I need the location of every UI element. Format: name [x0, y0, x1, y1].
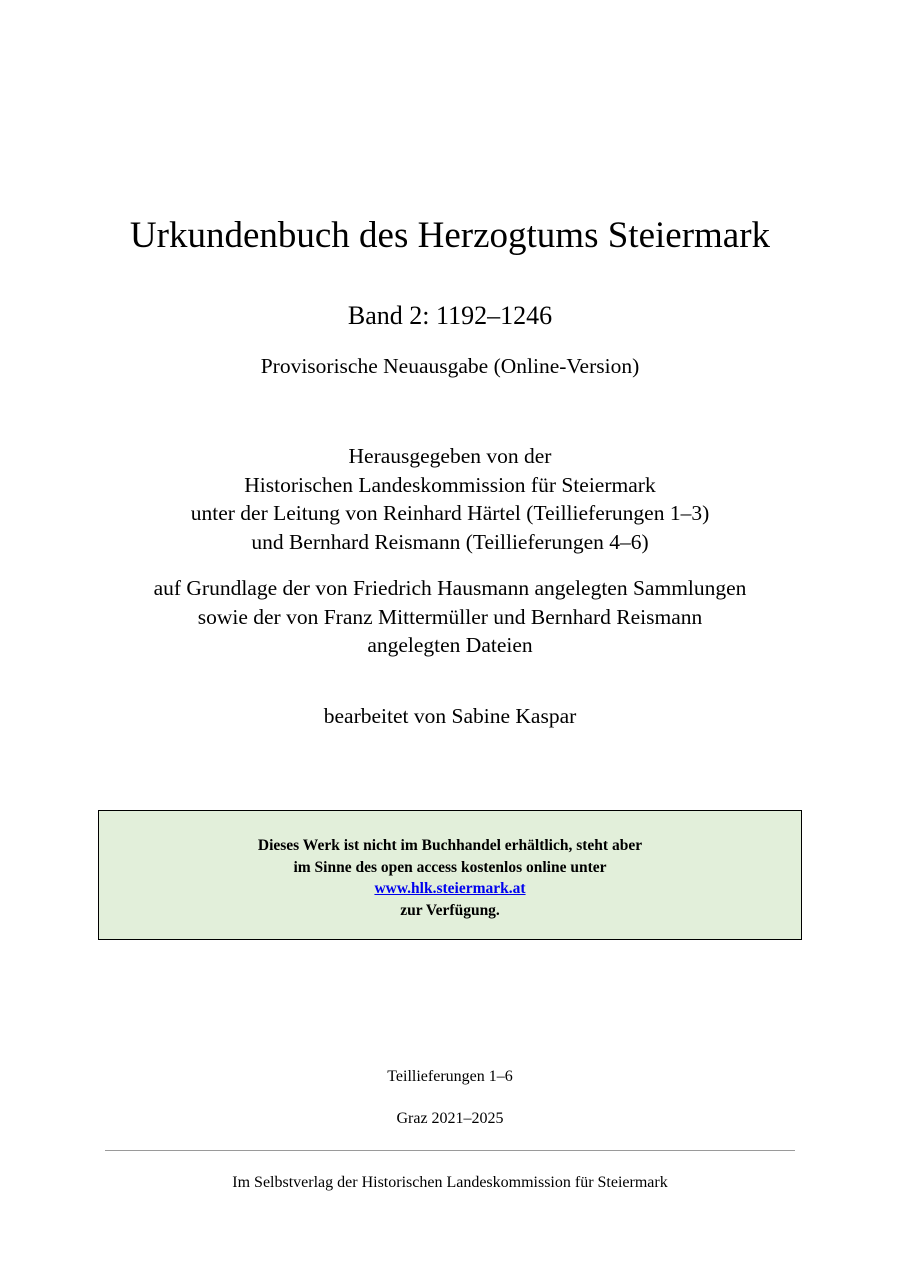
basis-line: angelegten Dateien — [367, 633, 533, 657]
editors-line: Historischen Landeskommission für Steiermark — [244, 472, 656, 497]
publisher-line: Im Selbstverlag der Historischen Landeskommission für Steiermark — [232, 1174, 668, 1191]
notice-line: zur Verfügung. — [400, 901, 500, 919]
volume-label: Band 2: 1192–1246 — [347, 301, 553, 330]
open-access-notice — [98, 810, 802, 940]
deliveries-label: Teillieferungen 1–6 — [387, 1068, 513, 1085]
basis-line: sowie der von Franz Mittermüller und Bernhard Reismann — [197, 604, 703, 629]
divider — [105, 1150, 795, 1151]
editors-block — [0, 442, 900, 556]
editors-line: unter der Leitung von Reinhard Härtel (Teillieferungen 1–3) — [190, 501, 710, 525]
document-title: Urkundenbuch des Herzogtums Steiermark — [129, 215, 771, 256]
editors-line: Herausgegeben von der — [348, 444, 552, 468]
place-date: Graz 2021–2025 — [396, 1110, 504, 1127]
basis-block — [0, 574, 900, 660]
website-link[interactable]: www.hlk.steiermark.at — [374, 880, 526, 897]
notice-link-line — [374, 878, 525, 900]
basis-line: auf Grundlage der von Friedrich Hausmann angelegten Sammlungen — [153, 576, 747, 600]
notice-line: im Sinne des open access kostenlos online unter — [293, 858, 607, 876]
edition-subtitle: Provisorische Neuausgabe (Online-Version) — [260, 354, 640, 378]
edited-by: bearbeitet von Sabine Kaspar — [323, 704, 577, 728]
editors-line: und Bernhard Reismann (Teillieferungen 4–6) — [251, 529, 649, 554]
notice-line: Dieses Werk ist nicht im Buchhandel erhältlich, steht aber — [257, 837, 643, 854]
